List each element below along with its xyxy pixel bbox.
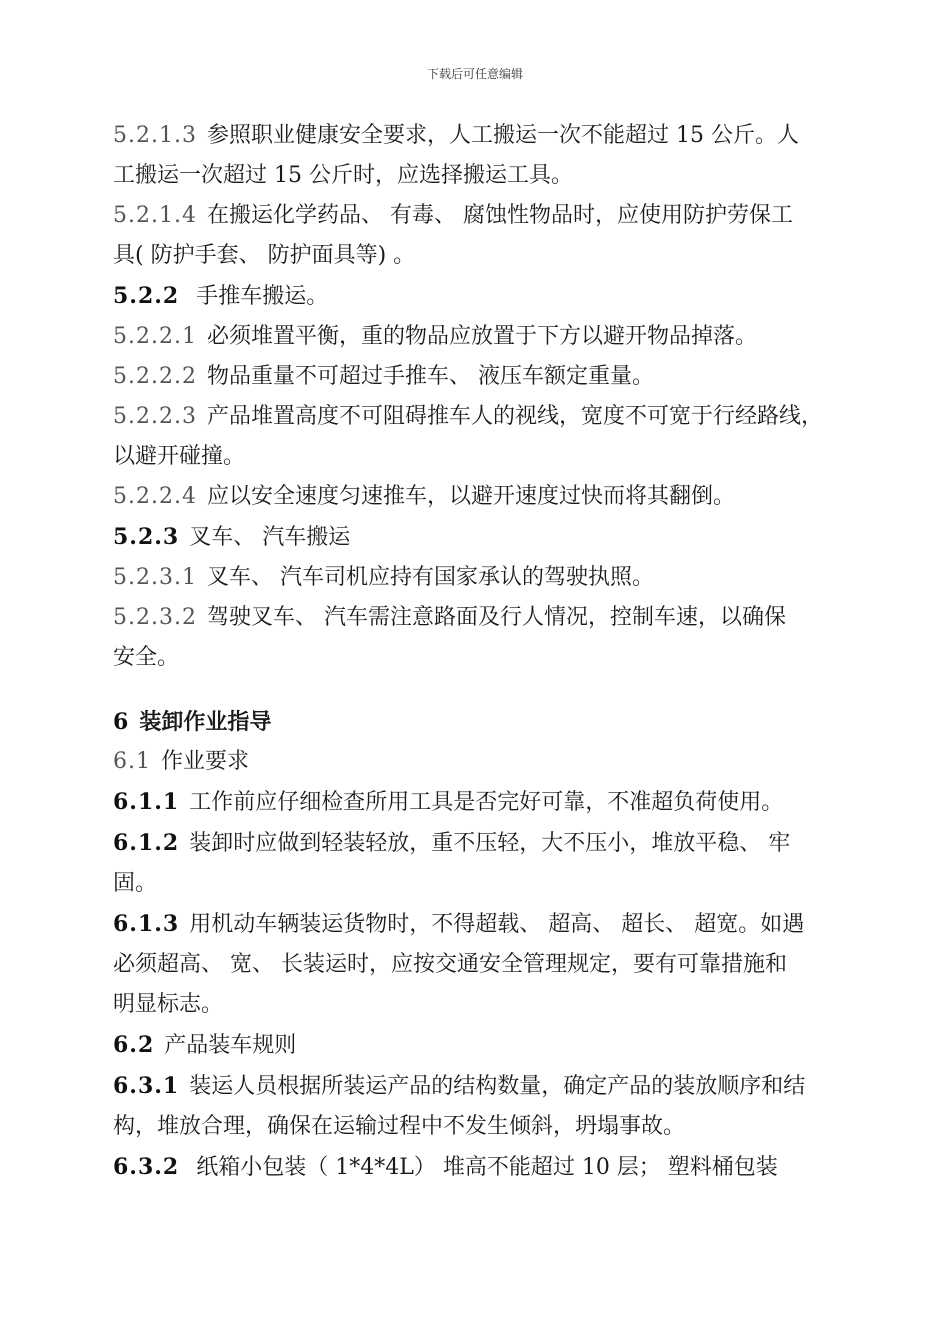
line-text: 产品堆置高度不可阻碍推车人的视线，宽度不可宽于行经路线， (206, 404, 823, 429)
text-line (113, 116, 843, 156)
section-number: 5.2.3.1 (113, 565, 197, 590)
section-number: 5.2.2 (113, 283, 180, 309)
section-number: 5.2.1.4 (113, 203, 197, 228)
line-text: 明显标志。 (113, 992, 224, 1017)
text-line (113, 638, 843, 678)
text-line (113, 156, 843, 196)
text-line (113, 945, 843, 985)
paragraph-gap (113, 678, 843, 702)
section-number: 5.2.2.3 (113, 404, 197, 429)
line-text: 作业要求 (161, 749, 250, 774)
line-text: 应以安全速度匀速推车，以避开速度过快而将其翻倒。 (206, 484, 735, 509)
text-line (113, 437, 843, 477)
text-line (113, 558, 843, 598)
line-text: 具( 防护手套、 防护面具等) 。 (113, 243, 416, 268)
line-text: 必须堆置平衡，重的物品应放置于下方以避开物品掉落。 (206, 324, 757, 349)
text-line (113, 1066, 843, 1107)
line-text: 装卸时应做到轻装轻放，重不压轻，大不压小，堆放平稳、 牢 (189, 831, 791, 856)
text-line (113, 598, 843, 638)
line-text: 工搬运一次超过 15 公斤时，应选择搬运工具。 (113, 163, 573, 188)
text-line (113, 276, 843, 317)
section-number: 5.2.1.3 (113, 123, 197, 148)
text-line (113, 823, 843, 864)
section-number: 6.3.1 (113, 1073, 180, 1099)
section-number: 5.2.3.2 (113, 605, 197, 630)
document-body (113, 116, 843, 1188)
text-line (113, 357, 843, 397)
text-line (113, 985, 843, 1025)
text-line (113, 397, 843, 437)
line-text: 产品装车规则 (164, 1033, 297, 1058)
text-line (113, 904, 843, 945)
section-number: 6 (113, 709, 130, 735)
text-line (113, 477, 843, 517)
line-text: 叉车、 汽车司机应持有国家承认的驾驶执照。 (206, 565, 654, 590)
section-number: 5.2.2.2 (113, 364, 197, 389)
text-line (113, 1147, 843, 1188)
text-line (113, 1025, 843, 1066)
text-line (113, 517, 843, 558)
section-number: 6.1.1 (113, 789, 180, 815)
section-number: 6.1 (113, 749, 151, 774)
section-number: 6.1.3 (113, 911, 180, 937)
section-number: 6.3.2 (113, 1154, 180, 1180)
text-line (113, 742, 843, 782)
line-text: 以避开碰撞。 (113, 444, 246, 469)
section-number: 5.2.3 (113, 524, 180, 550)
section-number: 5.2.2.1 (113, 324, 197, 349)
line-text: 构，堆放合理，确保在运输过程中不发生倾斜，坍塌事故。 (113, 1114, 686, 1139)
text-line (113, 864, 843, 904)
line-text: 固。 (113, 871, 158, 896)
line-text: 手推车搬运。 (189, 284, 329, 309)
line-text: 安全。 (113, 645, 180, 670)
text-line (113, 317, 843, 357)
page-header: 下载后可任意编辑 (426, 67, 523, 81)
line-text: 用机动车辆装运货物时，不得超载、 超高、 超长、 超宽。如遇 (189, 912, 805, 937)
line-text: 叉车、 汽车搬运 (189, 525, 351, 550)
section-number: 6.1.2 (113, 830, 180, 856)
line-text: 必须超高、 宽、 长装运时，应按交通安全管理规定，要有可靠措施和 (113, 952, 787, 977)
line-text: 装运人员根据所装运产品的结构数量，确定产品的装放顺序和结 (189, 1074, 806, 1099)
text-line (113, 702, 843, 742)
line-text: 纸箱小包装（ 1*4*4L） 堆高不能超过 10 层； 塑料桶包装 (189, 1155, 778, 1180)
line-text: 在搬运化学药品、 有毒、 腐蚀性物品时，应使用防护劳保工 (206, 203, 793, 228)
line-text: 驾驶叉车、 汽车需注意路面及行人情况，控制车速，以确保 (206, 605, 786, 630)
text-line (113, 1107, 843, 1147)
line-text: 参照职业健康安全要求，人工搬运一次不能超过 15 公斤。人 (206, 123, 799, 148)
line-text: 装卸作业指导 (139, 709, 272, 735)
section-number: 5.2.2.4 (113, 484, 197, 509)
line-text: 物品重量不可超过手推车、 液压车额定重量。 (206, 364, 654, 389)
text-line (113, 782, 843, 823)
line-text: 工作前应仔细检查所用工具是否完好可靠，不准超负荷使用。 (189, 790, 784, 815)
section-number: 6.2 (113, 1032, 155, 1058)
text-line (113, 196, 843, 236)
text-line (113, 236, 843, 276)
